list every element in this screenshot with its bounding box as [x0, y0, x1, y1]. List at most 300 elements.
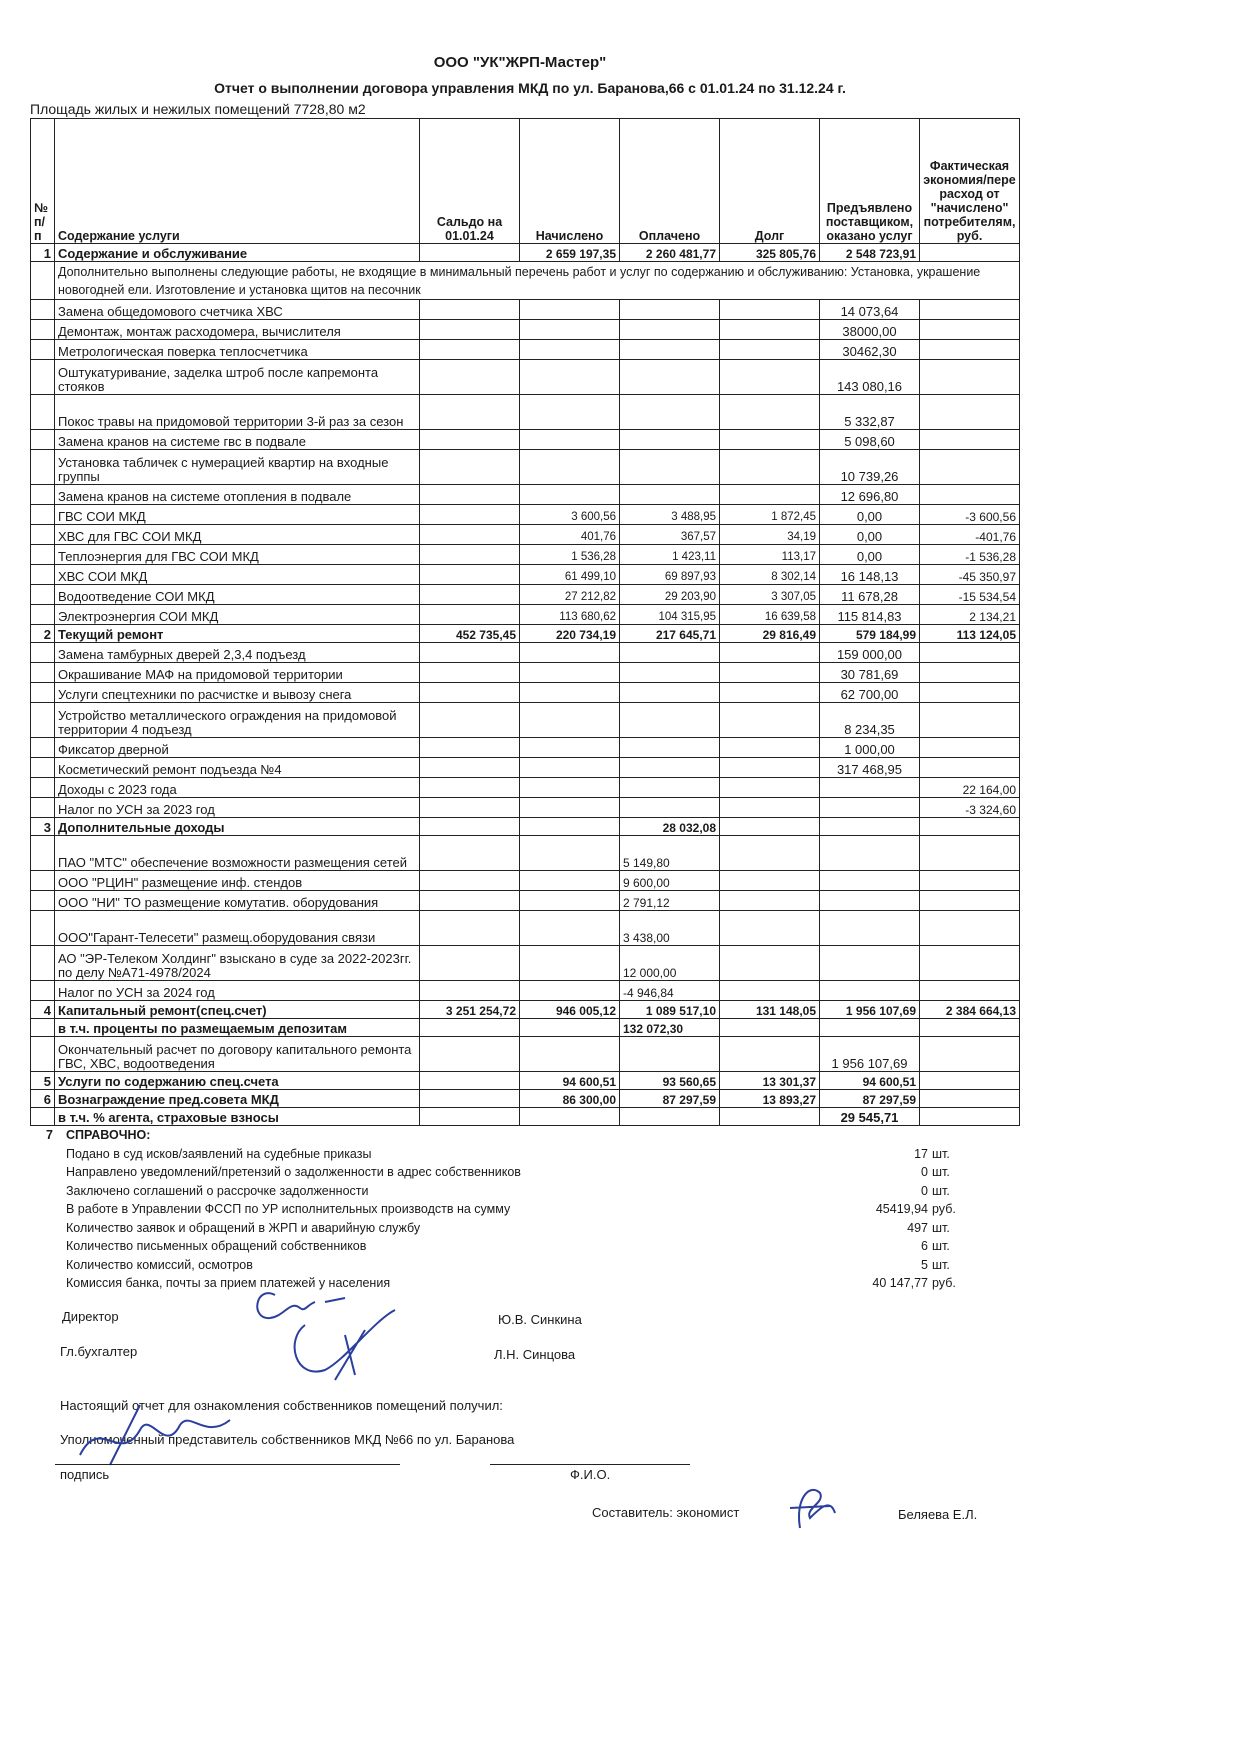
row-economy — [920, 340, 1020, 360]
row-economy: 2 134,21 — [920, 605, 1020, 625]
table-row — [31, 395, 1020, 430]
reference-unit: шт. — [932, 1220, 950, 1235]
col-header-saldo: Сальдо на 01.01.24 — [420, 119, 520, 244]
reference-item — [30, 1184, 1030, 1203]
row-paid: 1 423,11 — [620, 545, 720, 565]
reference-unit: шт. — [932, 1239, 950, 1253]
row-paid — [620, 1037, 720, 1072]
row-economy: -401,76 — [920, 525, 1020, 545]
table-row — [31, 798, 1020, 818]
note-text: Дополнительно выполнены следующие работы, не входящие в минимальный перечень работ и услуг по содержанию и обслуживанию: Установка, украшение новогодней ели. Изготовление и установка щитов на песочник — [55, 262, 1020, 300]
row-paid: 2 791,12 — [620, 891, 720, 911]
row-paid: 2 260 481,77 — [620, 244, 720, 262]
row-charged — [520, 818, 620, 836]
row-charged — [520, 836, 620, 871]
row-debt: 3 307,05 — [720, 585, 820, 605]
fio-label: Ф.И.О. — [570, 1467, 611, 1482]
row-num — [31, 703, 55, 738]
row-presented: 14 073,64 — [820, 300, 920, 320]
reference-item — [30, 1165, 1030, 1184]
row-paid: 69 897,93 — [620, 565, 720, 585]
company-name: ООО "УК"ЖРП-Мастер" — [433, 54, 607, 71]
row-saldo — [420, 758, 520, 778]
col-header-debt: Долг — [720, 119, 820, 244]
row-num — [31, 871, 55, 891]
row-economy — [920, 946, 1020, 981]
row-service: ООО"Гарант-Телесети" размещ.оборудования связи — [55, 911, 420, 946]
reference-value: 0 — [921, 1165, 928, 1179]
table-row — [31, 946, 1020, 981]
row-num — [31, 545, 55, 565]
row-economy — [920, 395, 1020, 430]
representative-signature-icon — [70, 1395, 270, 1475]
table-row — [31, 981, 1020, 1001]
row-saldo — [420, 946, 520, 981]
row-num — [31, 505, 55, 525]
row-debt: 113,17 — [720, 545, 820, 565]
row-service: ООО "РЦИН" размещение инф. стендов — [55, 871, 420, 891]
row-presented: 2 548 723,91 — [820, 244, 920, 262]
reference-value: 6 — [921, 1239, 928, 1253]
row-saldo — [420, 778, 520, 798]
row-debt — [720, 778, 820, 798]
row-economy — [920, 1019, 1020, 1037]
row-charged — [520, 683, 620, 703]
row-num — [31, 1019, 55, 1037]
row-saldo — [420, 430, 520, 450]
row-service: Замена кранов на системе гвс в подвале — [55, 430, 420, 450]
table-row — [31, 450, 1020, 485]
row-charged — [520, 1037, 620, 1072]
row-service: Окрашивание МАФ на придомовой территории — [55, 663, 420, 683]
row-presented: 0,00 — [820, 525, 920, 545]
row-charged: 946 005,12 — [520, 1001, 620, 1019]
reference-label: В работе в Управлении ФССП по УР исполнительных производств на сумму — [66, 1202, 511, 1216]
row-debt — [720, 300, 820, 320]
row-num — [31, 430, 55, 450]
row-service: Доходы с 2023 года — [55, 778, 420, 798]
row-presented: 38000,00 — [820, 320, 920, 340]
row-service: Электроэнергия СОИ МКД — [55, 605, 420, 625]
reference-unit: шт. — [932, 1146, 950, 1161]
row-saldo — [420, 1090, 520, 1108]
row-charged: 94 600,51 — [520, 1072, 620, 1090]
row-charged — [520, 778, 620, 798]
table-row — [31, 891, 1020, 911]
row-service: в т.ч. проценты по размещаемым депозитам — [55, 1019, 420, 1037]
row-economy: -45 350,97 — [920, 565, 1020, 585]
row-service: Содержание и обслуживание — [55, 244, 420, 262]
report-table — [30, 118, 1020, 1126]
reference-num: 7 — [46, 1128, 53, 1142]
sign-label: подпись — [60, 1467, 110, 1482]
row-economy — [920, 758, 1020, 778]
table-row — [31, 738, 1020, 758]
row-num: 1 — [31, 244, 55, 262]
row-saldo — [420, 911, 520, 946]
row-service: Услуги спецтехники по расчистке и вывозу снега — [55, 683, 420, 703]
row-debt — [720, 360, 820, 395]
row-service: Замена общедомового счетчика ХВС — [55, 300, 420, 320]
row-debt — [720, 1019, 820, 1037]
row-paid — [620, 450, 720, 485]
row-paid: 29 203,90 — [620, 585, 720, 605]
row-presented: 579 184,99 — [820, 625, 920, 643]
row-num — [31, 565, 55, 585]
table-row — [31, 545, 1020, 565]
reference-label: Количество комиссий, осмотров — [66, 1257, 253, 1272]
row-presented: 143 080,16 — [820, 360, 920, 395]
row-num — [31, 911, 55, 946]
row-debt: 8 302,14 — [720, 565, 820, 585]
row-presented: 1 000,00 — [820, 738, 920, 758]
row-charged: 1 536,28 — [520, 545, 620, 565]
row-debt: 34,19 — [720, 525, 820, 545]
row-saldo — [420, 871, 520, 891]
table-row — [31, 485, 1020, 505]
row-presented: 1 956 107,69 — [820, 1001, 920, 1019]
row-debt — [720, 871, 820, 891]
table-row — [31, 320, 1020, 340]
reference-label: Комиссия банка, почты за прием платежей у населения — [66, 1276, 391, 1290]
row-saldo — [420, 891, 520, 911]
row-paid — [620, 778, 720, 798]
row-paid: 1 089 517,10 — [620, 1001, 720, 1019]
row-service: Установка табличек с нумерацией квартир на входные группы — [55, 450, 420, 485]
row-presented — [820, 981, 920, 1001]
row-num — [31, 738, 55, 758]
reference-item — [30, 1239, 1030, 1258]
accountant-name: Л.Н. Синцова — [494, 1347, 576, 1362]
reference-item — [30, 1147, 1030, 1166]
row-presented: 30 781,69 — [820, 663, 920, 683]
row-presented: 159 000,00 — [820, 643, 920, 663]
col-header-num: № п/п — [31, 119, 55, 244]
row-service: Налог по УСН за 2023 год — [55, 798, 420, 818]
row-num — [31, 981, 55, 1001]
row-charged: 3 600,56 — [520, 505, 620, 525]
row-debt: 325 805,76 — [720, 244, 820, 262]
row-service: Теплоэнергия для ГВС СОИ МКД — [55, 545, 420, 565]
reference-label: Количество заявок и обращений в ЖРП и аварийную службу — [66, 1220, 421, 1235]
row-num — [31, 946, 55, 981]
row-charged: 86 300,00 — [520, 1090, 620, 1108]
row-service: ГВС СОИ МКД — [55, 505, 420, 525]
row-charged: 2 659 197,35 — [520, 244, 620, 262]
row-economy: 113 124,05 — [920, 625, 1020, 643]
row-debt — [720, 1108, 820, 1126]
row-presented — [820, 946, 920, 981]
row-economy: -15 534,54 — [920, 585, 1020, 605]
row-saldo — [420, 505, 520, 525]
reference-value: 40 147,77 — [872, 1276, 928, 1290]
row-debt — [720, 703, 820, 738]
row-saldo — [420, 663, 520, 683]
row-num — [31, 300, 55, 320]
row-num — [31, 643, 55, 663]
table-row — [31, 1037, 1020, 1072]
reference-item — [30, 1276, 1030, 1295]
row-paid — [620, 395, 720, 430]
row-paid — [620, 738, 720, 758]
row-saldo — [420, 320, 520, 340]
row-service: Оштукатуривание, заделка штроб после капремонта стояков — [55, 360, 420, 395]
row-economy — [920, 836, 1020, 871]
row-economy — [920, 818, 1020, 836]
row-paid: 93 560,65 — [620, 1072, 720, 1090]
row-economy: -3 324,60 — [920, 798, 1020, 818]
row-economy — [920, 911, 1020, 946]
row-presented: 62 700,00 — [820, 683, 920, 703]
table-row — [31, 505, 1020, 525]
row-charged — [520, 946, 620, 981]
row-saldo — [420, 703, 520, 738]
row-saldo — [420, 525, 520, 545]
row-economy — [920, 703, 1020, 738]
row-charged — [520, 340, 620, 360]
row-num — [31, 683, 55, 703]
row-economy: -1 536,28 — [920, 545, 1020, 565]
row-saldo — [420, 450, 520, 485]
row-service: в т.ч. % агента, страховые взносы — [55, 1108, 420, 1126]
row-service: ПАО "МТС" обеспечение возможности размещения сетей — [55, 836, 420, 871]
row-paid — [620, 758, 720, 778]
reference-title: СПРАВОЧНО: — [66, 1128, 151, 1142]
row-economy — [920, 450, 1020, 485]
row-economy — [920, 663, 1020, 683]
row-debt — [720, 395, 820, 430]
row-saldo — [420, 605, 520, 625]
row-paid: 217 645,71 — [620, 625, 720, 643]
reference-item — [30, 1202, 1030, 1221]
row-charged — [520, 911, 620, 946]
col-header-charged: Начислено — [520, 119, 620, 244]
row-saldo — [420, 683, 520, 703]
table-row — [31, 1108, 1020, 1126]
row-charged — [520, 300, 620, 320]
row-debt: 13 301,37 — [720, 1072, 820, 1090]
row-presented: 11 678,28 — [820, 585, 920, 605]
row-economy: 22 164,00 — [920, 778, 1020, 798]
director-signature-icon — [245, 1280, 445, 1390]
row-economy — [920, 981, 1020, 1001]
table-header-row — [31, 119, 1020, 244]
table-row — [31, 683, 1020, 703]
row-service: Капитальный ремонт(спец.счет) — [55, 1001, 420, 1019]
row-presented: 94 600,51 — [820, 1072, 920, 1090]
row-num — [31, 340, 55, 360]
row-charged — [520, 981, 620, 1001]
row-paid — [620, 485, 720, 505]
reference-section — [30, 1128, 1030, 1295]
row-service: Косметический ремонт подъезда №4 — [55, 758, 420, 778]
row-presented: 29 545,71 — [820, 1108, 920, 1126]
row-service: ООО "НИ" ТО размещение комутатив. оборудования — [55, 891, 420, 911]
row-presented — [820, 891, 920, 911]
reference-item — [30, 1221, 1030, 1240]
row-charged — [520, 663, 620, 683]
row-service: АО "ЭР-Телеком Холдинг" взыскано в суде за 2022-2023гг. по делу №А71-4978/2024 — [55, 946, 420, 981]
row-economy: -3 600,56 — [920, 505, 1020, 525]
col-header-presented: Предъявлено поставщиком, оказано услуг — [820, 119, 920, 244]
row-paid — [620, 798, 720, 818]
reference-value: 45419,94 — [875, 1202, 928, 1216]
row-paid — [620, 320, 720, 340]
row-saldo — [420, 1019, 520, 1037]
row-presented: 30462,30 — [820, 340, 920, 360]
director-label: Директор — [62, 1309, 119, 1324]
row-paid: -4 946,84 — [620, 981, 720, 1001]
row-debt — [720, 450, 820, 485]
director-name: Ю.В. Синкина — [498, 1312, 582, 1327]
area-info: Площадь жилых и нежилых помещений 7728,80 м2 — [30, 101, 366, 117]
row-charged — [520, 430, 620, 450]
row-paid: 12 000,00 — [620, 946, 720, 981]
row-num — [31, 891, 55, 911]
col-header-paid: Оплачено — [620, 119, 720, 244]
row-presented: 317 468,95 — [820, 758, 920, 778]
compiler-name: Беляева Е.Л. — [898, 1507, 978, 1522]
row-debt — [720, 738, 820, 758]
row-charged — [520, 450, 620, 485]
row-debt — [720, 981, 820, 1001]
row-saldo — [420, 360, 520, 395]
representative-text: Уполномоченный представитель собственников МКД №66 по ул. Баранова — [60, 1432, 515, 1447]
table-row — [31, 585, 1020, 605]
row-economy — [920, 300, 1020, 320]
row-charged: 27 212,82 — [520, 585, 620, 605]
table-row — [31, 300, 1020, 320]
row-charged — [520, 758, 620, 778]
accountant-label: Гл.бухгалтер — [60, 1344, 138, 1359]
report-title: Отчет о выполнении договора управления МКД по ул. Баранова,66 с 01.01.24 по 31.12.24 г. — [214, 80, 846, 96]
received-text: Настоящий отчет для ознакомления собственников помещений получил: — [60, 1398, 503, 1413]
row-economy: 2 384 664,13 — [920, 1001, 1020, 1019]
row-charged: 220 734,19 — [520, 625, 620, 643]
row-debt — [720, 798, 820, 818]
row-debt — [720, 340, 820, 360]
row-num: 6 — [31, 1090, 55, 1108]
row-presented: 1 956 107,69 — [820, 1037, 920, 1072]
reference-value: 5 — [921, 1257, 928, 1272]
row-service: Текущий ремонт — [55, 625, 420, 643]
compiler-label: Составитель: экономист — [592, 1505, 740, 1520]
reference-item — [30, 1258, 1030, 1277]
reference-value: 17 — [914, 1146, 928, 1161]
row-paid: 104 315,95 — [620, 605, 720, 625]
row-service: Водоотведение СОИ МКД — [55, 585, 420, 605]
row-presented: 5 098,60 — [820, 430, 920, 450]
row-num — [31, 320, 55, 340]
row-service: Устройство металлического ограждения на придомовой территории 4 подъезд — [55, 703, 420, 738]
reference-value: 497 — [907, 1220, 928, 1235]
table-row — [31, 836, 1020, 871]
row-saldo — [420, 836, 520, 871]
row-service: Замена тамбурных дверей 2,3,4 подъезд — [55, 643, 420, 663]
col-header-economy: Фактическая экономия/пере расход от "начислено" потребителям, руб. — [920, 119, 1020, 244]
table-row — [31, 1001, 1020, 1019]
table-row — [31, 703, 1020, 738]
row-debt: 13 893,27 — [720, 1090, 820, 1108]
row-charged — [520, 320, 620, 340]
row-debt — [720, 911, 820, 946]
row-saldo — [420, 798, 520, 818]
row-debt — [720, 758, 820, 778]
row-service: ХВС для ГВС СОИ МКД — [55, 525, 420, 545]
row-charged — [520, 703, 620, 738]
row-presented: 0,00 — [820, 545, 920, 565]
row-economy — [920, 430, 1020, 450]
row-saldo — [420, 565, 520, 585]
row-service: Окончательный расчет по договору капитального ремонта ГВС, ХВС, водоотведения — [55, 1037, 420, 1072]
row-economy — [920, 485, 1020, 505]
row-charged — [520, 798, 620, 818]
row-charged — [520, 871, 620, 891]
table-row — [31, 1072, 1020, 1090]
row-presented — [820, 798, 920, 818]
row-num — [31, 485, 55, 505]
row-debt — [720, 485, 820, 505]
row-presented — [820, 778, 920, 798]
row-saldo — [420, 300, 520, 320]
row-presented: 87 297,59 — [820, 1090, 920, 1108]
row-service: Фиксатор дверной — [55, 738, 420, 758]
row-num — [31, 758, 55, 778]
row-saldo: 3 251 254,72 — [420, 1001, 520, 1019]
row-economy — [920, 244, 1020, 262]
table-row — [31, 1090, 1020, 1108]
reference-unit: шт. — [932, 1183, 950, 1198]
reference-label: Подано в суд исков/заявлений на судебные приказы — [66, 1146, 372, 1161]
row-saldo — [420, 738, 520, 758]
table-row — [31, 643, 1020, 663]
row-service: Вознаграждение пред.совета МКД — [55, 1090, 420, 1108]
row-debt — [720, 683, 820, 703]
row-debt: 16 639,58 — [720, 605, 820, 625]
table-row — [31, 871, 1020, 891]
row-charged — [520, 395, 620, 430]
row-paid — [620, 1108, 720, 1126]
row-presented — [820, 836, 920, 871]
row-service: ХВС СОИ МКД — [55, 565, 420, 585]
row-charged — [520, 738, 620, 758]
row-saldo — [420, 1072, 520, 1090]
row-economy — [920, 360, 1020, 395]
row-saldo — [420, 545, 520, 565]
row-presented: 16 148,13 — [820, 565, 920, 585]
row-paid: 132 072,30 — [620, 1019, 720, 1037]
row-service: Налог по УСН за 2024 год — [55, 981, 420, 1001]
row-saldo — [420, 1037, 520, 1072]
reference-value: 0 — [921, 1183, 928, 1198]
row-saldo — [420, 818, 520, 836]
row-paid: 87 297,59 — [620, 1090, 720, 1108]
row-presented: 12 696,80 — [820, 485, 920, 505]
table-row — [31, 262, 1020, 300]
table-row — [31, 360, 1020, 395]
row-service: Демонтаж, монтаж расходомера, вычислителя — [55, 320, 420, 340]
row-debt — [720, 320, 820, 340]
row-num: 2 — [31, 625, 55, 643]
row-num — [31, 1037, 55, 1072]
row-economy — [920, 1037, 1020, 1072]
row-paid: 3 488,95 — [620, 505, 720, 525]
row-paid: 367,57 — [620, 525, 720, 545]
row-presented: 10 739,26 — [820, 450, 920, 485]
row-economy — [920, 1090, 1020, 1108]
row-debt — [720, 1037, 820, 1072]
row-economy — [920, 871, 1020, 891]
